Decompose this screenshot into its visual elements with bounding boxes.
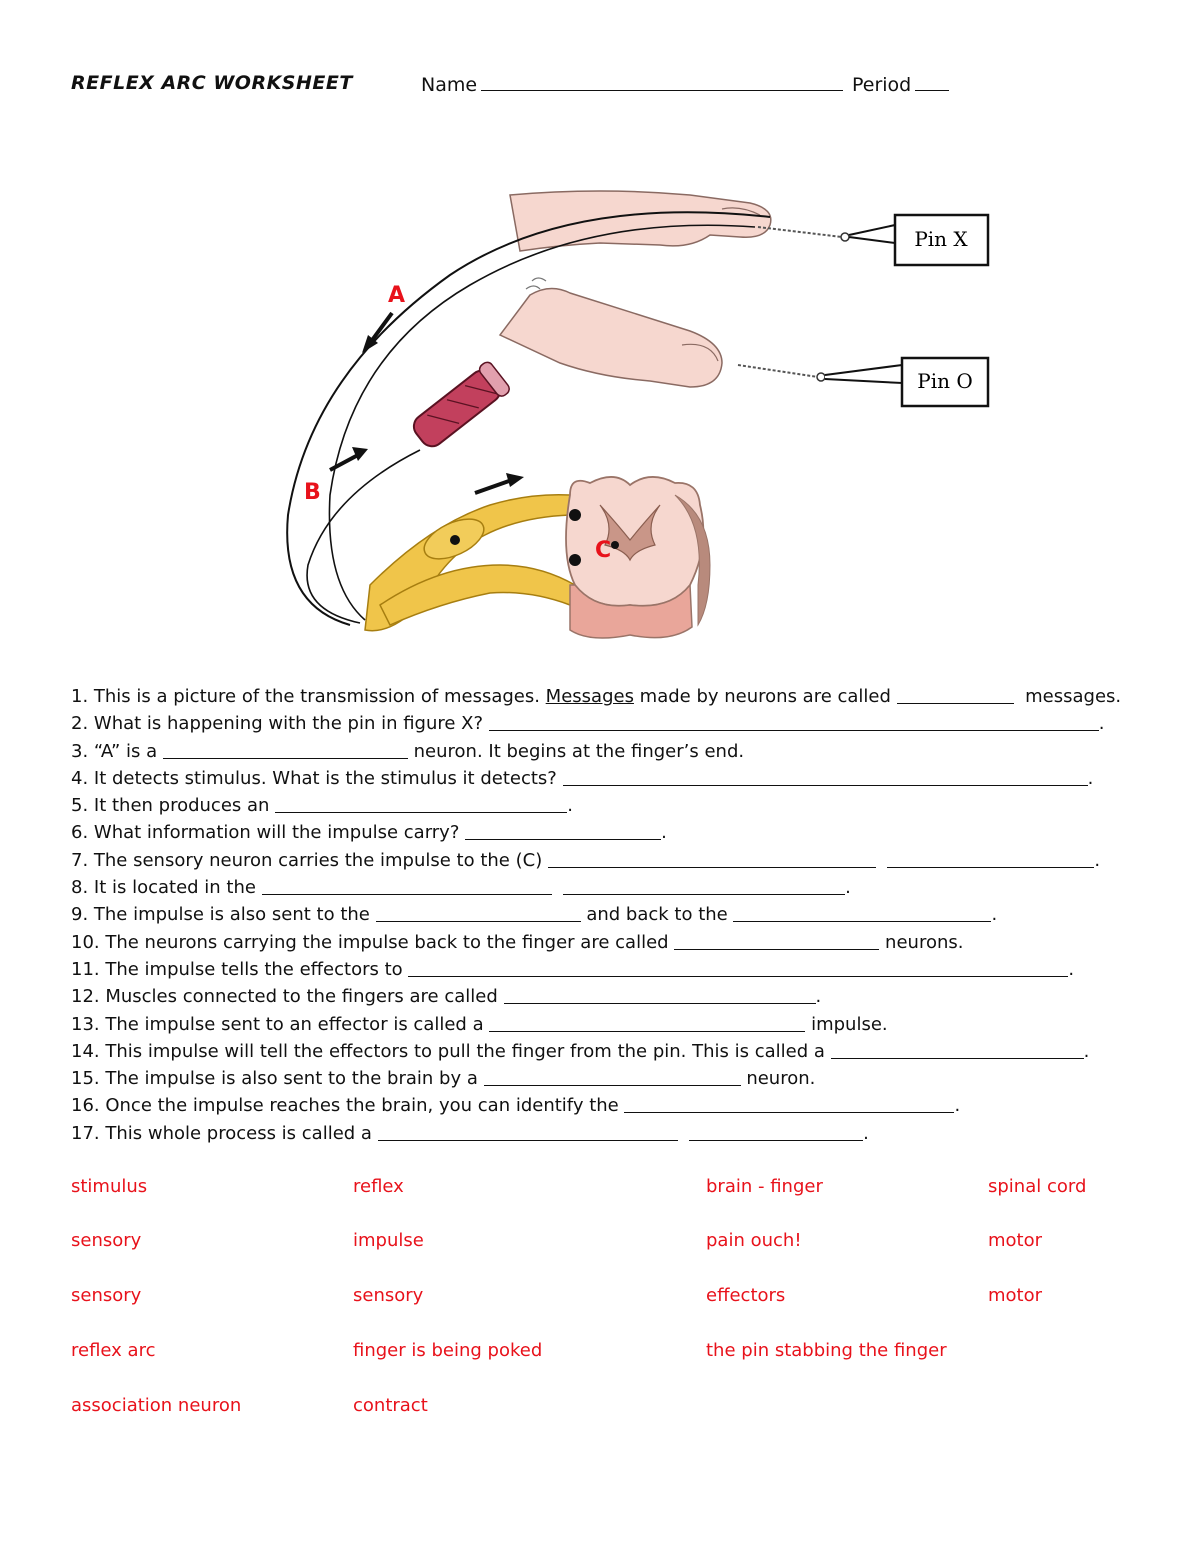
word-bank-item: sensory	[71, 1230, 142, 1251]
question-17	[71, 1120, 1141, 1147]
question-10	[71, 929, 1141, 956]
question-2	[71, 710, 1141, 737]
muscle-illustration	[408, 360, 512, 453]
q8-text: 8. It is located in the	[71, 877, 256, 899]
word-bank-item: brain - finger	[706, 1176, 823, 1197]
word-bank-item: spinal cord	[988, 1176, 1087, 1197]
answer-blank[interactable]	[262, 876, 552, 895]
word-bank-item: the pin stabbing the finger	[706, 1340, 947, 1361]
question-6	[71, 819, 1141, 846]
answer-blank[interactable]	[674, 931, 879, 950]
question-11	[71, 956, 1141, 983]
q9-end: .	[991, 904, 998, 926]
answer-blank[interactable]	[563, 876, 845, 895]
word-bank-item: sensory	[353, 1285, 424, 1306]
question-14	[71, 1038, 1141, 1065]
answer-blank[interactable]	[378, 1122, 678, 1141]
question-4	[71, 765, 1141, 792]
pin-x-callout	[849, 215, 988, 265]
q17-text: 17. This whole process is called a	[71, 1122, 372, 1144]
q13-text: 13. The impulse sent to an effector is called a	[71, 1013, 484, 1035]
q1-text-3: messages.	[1025, 686, 1122, 707]
nerve-illustration	[365, 495, 575, 631]
q12-end: .	[815, 986, 822, 1008]
finger-o-illustration	[500, 278, 825, 387]
q14-end: .	[1083, 1040, 1090, 1062]
answer-blank[interactable]	[163, 740, 408, 759]
q15-text: 15. The impulse is also sent to the brain by a	[71, 1068, 478, 1090]
answer-blank[interactable]	[689, 1122, 863, 1141]
finger-x-illustration	[510, 191, 849, 251]
question-7	[71, 847, 1141, 874]
question-1	[71, 683, 1141, 710]
q2-end: .	[1098, 713, 1105, 735]
q12-text: 12. Muscles connected to the fingers are called	[71, 986, 498, 1008]
spinal-cord-illustration	[566, 477, 710, 638]
word-bank-item: motor	[988, 1285, 1043, 1306]
reflex-arc-figure	[270, 165, 1000, 670]
word-bank-item: contract	[353, 1395, 428, 1416]
question-13	[71, 1011, 1141, 1038]
name-blank[interactable]	[481, 72, 843, 91]
question-3	[71, 738, 1141, 765]
pin-o-callout	[825, 358, 988, 406]
word-bank-item: effectors	[706, 1285, 786, 1306]
answer-blank[interactable]	[624, 1094, 954, 1113]
q1-underlined-word: Messages	[545, 686, 634, 707]
q9-text: 9. The impulse is also sent to the	[71, 904, 370, 926]
question-12	[71, 983, 1141, 1010]
word-bank-item: motor	[988, 1230, 1043, 1251]
q13-text-2: impulse.	[811, 1013, 888, 1035]
period-blank[interactable]	[915, 72, 949, 91]
word-bank-item: reflex arc	[71, 1340, 156, 1361]
answer-blank[interactable]	[465, 821, 661, 840]
q10-text-2: neurons.	[885, 931, 964, 953]
q9-text-2: and back to the	[586, 904, 728, 926]
answer-blank[interactable]	[563, 767, 1088, 786]
answer-blank[interactable]	[548, 849, 876, 868]
q3-text: 3. “A” is a	[71, 740, 158, 762]
q6-end: .	[661, 822, 667, 844]
answer-blank[interactable]	[376, 903, 581, 922]
name-field[interactable]	[421, 72, 843, 96]
q17-end: .	[863, 1122, 869, 1144]
answer-blank[interactable]	[489, 712, 1099, 731]
answer-blank[interactable]	[831, 1040, 1084, 1059]
q1-text-2: made by neurons are called	[633, 686, 891, 707]
word-bank-item: stimulus	[71, 1176, 148, 1197]
answer-blank[interactable]	[484, 1067, 741, 1086]
q8-end: .	[845, 877, 851, 899]
q10-text: 10. The neurons carrying the impulse back to the finger are called	[71, 931, 669, 953]
q15-text-2: neuron.	[746, 1068, 816, 1090]
label-a: A	[388, 283, 406, 308]
word-bank-item: pain ouch!	[706, 1230, 802, 1251]
q7-text: 7. The sensory neuron carries the impulse to the (C)	[71, 849, 543, 871]
worksheet-title: REFLEX ARC WORKSHEET	[71, 72, 353, 94]
q4-text: 4. It detects stimulus. What is the stimulus it detects?	[71, 767, 557, 789]
question-9	[71, 901, 1141, 928]
question-5	[71, 792, 1141, 819]
q16-end: .	[954, 1095, 961, 1117]
q14-text: 14. This impulse will tell the effectors to pull the finger from the pin. This is called a	[71, 1040, 825, 1062]
word-bank-item: reflex	[353, 1176, 404, 1197]
q4-end: .	[1087, 767, 1094, 789]
q11-end: .	[1068, 958, 1075, 980]
answer-blank[interactable]	[489, 1013, 805, 1032]
question-16	[71, 1092, 1141, 1119]
word-bank-item: finger is being poked	[353, 1340, 543, 1361]
name-label: Name	[421, 74, 478, 96]
pin-x-label: Pin X	[914, 227, 968, 251]
q6-text: 6. What information will the impulse carry?	[71, 822, 460, 844]
q1-text: 1. This is a picture of the transmission of messages.	[71, 686, 546, 707]
period-label: Period	[852, 74, 912, 96]
period-field[interactable]	[852, 72, 949, 96]
answer-blank[interactable]	[887, 849, 1094, 868]
label-c: C	[595, 538, 612, 563]
direction-arrows	[330, 313, 524, 493]
label-b: B	[304, 480, 321, 505]
word-bank-item: impulse	[353, 1230, 424, 1251]
word-bank-item: sensory	[71, 1285, 142, 1306]
question-15	[71, 1065, 1141, 1092]
q5-text: 5. It then produces an	[71, 795, 270, 817]
answer-blank[interactable]	[897, 685, 1014, 704]
q7-end: .	[1094, 849, 1101, 871]
pin-o-label: Pin O	[917, 369, 973, 393]
answer-blank[interactable]	[733, 903, 991, 922]
word-bank-item: association neuron	[71, 1395, 242, 1416]
q16-text: 16. Once the impulse reaches the brain, you can identify the	[71, 1095, 619, 1117]
q3-text-2: neuron. It begins at the finger’s end.	[413, 740, 745, 762]
question-8	[71, 874, 1141, 901]
answer-blank[interactable]	[275, 794, 567, 813]
answer-blank[interactable]	[408, 958, 1068, 977]
question-list	[71, 683, 1141, 1147]
q2-text: 2. What is happening with the pin in figure X?	[71, 713, 484, 735]
q11-text: 11. The impulse tells the effectors to	[71, 958, 403, 980]
q5-end: .	[567, 795, 573, 817]
answer-blank[interactable]	[504, 985, 816, 1004]
